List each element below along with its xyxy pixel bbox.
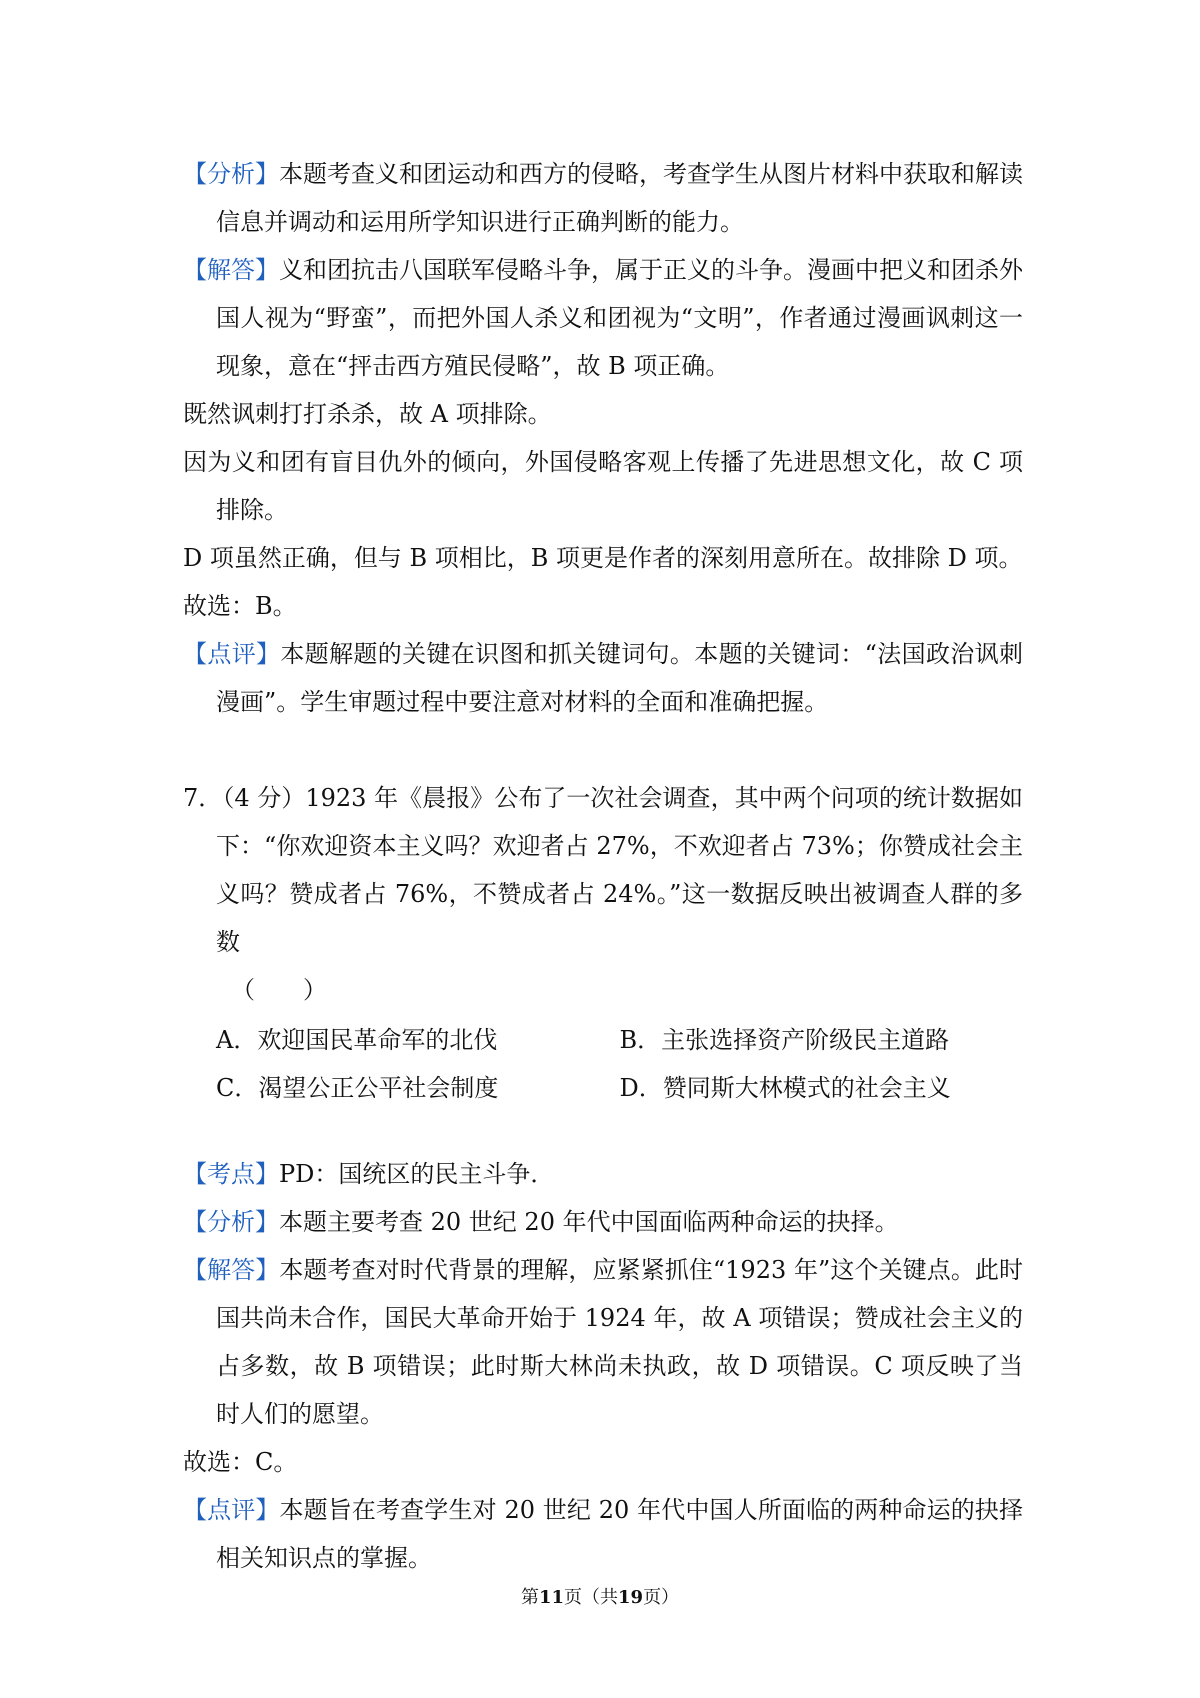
answer-tag: 【解答】: [183, 1256, 280, 1284]
page-footer: [0, 1586, 1200, 1610]
options-row-1: [216, 1016, 1023, 1064]
comment-text: 本题解题的关键在识图和抓关键词句。本题的关键词：“法国政治讽刺漫画”。学生审题过程中要注意对材料的全面和准确把握。: [216, 640, 1023, 716]
answer-paragraph-1: [183, 246, 1023, 390]
footer-middle: 页（共: [564, 1587, 618, 1608]
analysis-text: 本题主要考查 20 世纪 20 年代中国面临两种命运的抉择。: [279, 1208, 899, 1236]
option-c: C．渴望公正公平社会制度: [216, 1074, 499, 1102]
page-content: [183, 150, 1023, 1582]
point-paragraph: [183, 1150, 1023, 1198]
footer-prefix: 第: [520, 1587, 539, 1608]
answer-tag: 【解答】: [183, 256, 279, 284]
footer-suffix: 页）: [643, 1587, 680, 1608]
answer-text: 本题考查对时代背景的理解，应紧紧抓住“1923 年”这个关键点。此时国共尚未合作，国民大革命开始于 1924 年，故 A 项错误；赞成社会主义的占多数，故 B 项错误；此时斯大林尚未执政，故 D 项错误。C 项反映了当时人们的愿望。: [216, 1256, 1023, 1428]
point-tag: 【考点】: [183, 1160, 279, 1188]
analysis-paragraph-2: [183, 1198, 1023, 1246]
comment-paragraph-1: [183, 630, 1023, 726]
question-stem-text: 7．（4 分）1923 年《晨报》公布了一次社会调查，其中两个问项的统计数据如下：“你欢迎资本主义吗？欢迎者占 27%，不欢迎者占 73%；你赞成社会主义吗？赞成者占 76%，不赞成者占 24%。”这一数据反映出被调查人群的多数: [183, 784, 1023, 956]
question-7-stem: [183, 774, 1023, 966]
spacer: [183, 1112, 1023, 1150]
option-a: A．欢迎国民革命军的北伐: [216, 1026, 498, 1054]
explanation-line-c: 因为义和团有盲目仇外的倾向，外国侵略客观上传播了先进思想文化，故 C 项排除。: [183, 448, 1023, 524]
option-d: D．赞同斯大林模式的社会主义: [619, 1074, 951, 1102]
footer-page-number: 11: [538, 1587, 564, 1608]
footer-total-pages: 19: [618, 1587, 644, 1608]
answer-text: 义和团抗击八国联军侵略斗争，属于正义的斗争。漫画中把义和团杀外国人视为“野蛮”，而把外国人杀义和团视为“文明”，作者通过漫画讽刺这一现象，意在“抨击西方殖民侵略”，故 B 项正确。: [216, 256, 1023, 380]
explanation-line-d: D 项虽然正确，但与 B 项相比，B 项更是作者的深刻用意所在。故排除 D 项。: [183, 544, 1023, 572]
comment-tag: 【点评】: [183, 1496, 280, 1524]
explanation-line-a: 既然讽刺打打杀杀，故 A 项排除。: [183, 400, 552, 428]
question-7-options: [183, 1016, 1023, 1112]
choice-line-1: 故选：B。: [183, 592, 297, 620]
analysis-paragraph-1: [183, 150, 1023, 246]
comment-tag: 【点评】: [183, 640, 281, 668]
options-row-2: [216, 1064, 1023, 1112]
spacer: [183, 726, 1023, 774]
option-b: B．主张选择资产阶级民主道路: [619, 1026, 950, 1054]
answer-paragraph-2: [183, 1246, 1023, 1438]
analysis-tag: 【分析】: [183, 160, 279, 188]
point-text: PD：国统区的民主斗争．: [279, 1160, 555, 1188]
analysis-text: 本题考查义和团运动和西方的侵略，考查学生从图片材料中获取和解读信息并调动和运用所学知识进行正确判断的能力。: [216, 160, 1023, 236]
choice-line-2: 故选：C。: [183, 1448, 298, 1476]
analysis-tag: 【分析】: [183, 1208, 279, 1236]
comment-text: 本题旨在考查学生对 20 世纪 20 年代中国人所面临的两种命运的抉择相关知识点的掌握。: [216, 1496, 1024, 1572]
answer-blank: （ ）: [231, 976, 327, 1004]
comment-paragraph-2: [183, 1486, 1023, 1582]
